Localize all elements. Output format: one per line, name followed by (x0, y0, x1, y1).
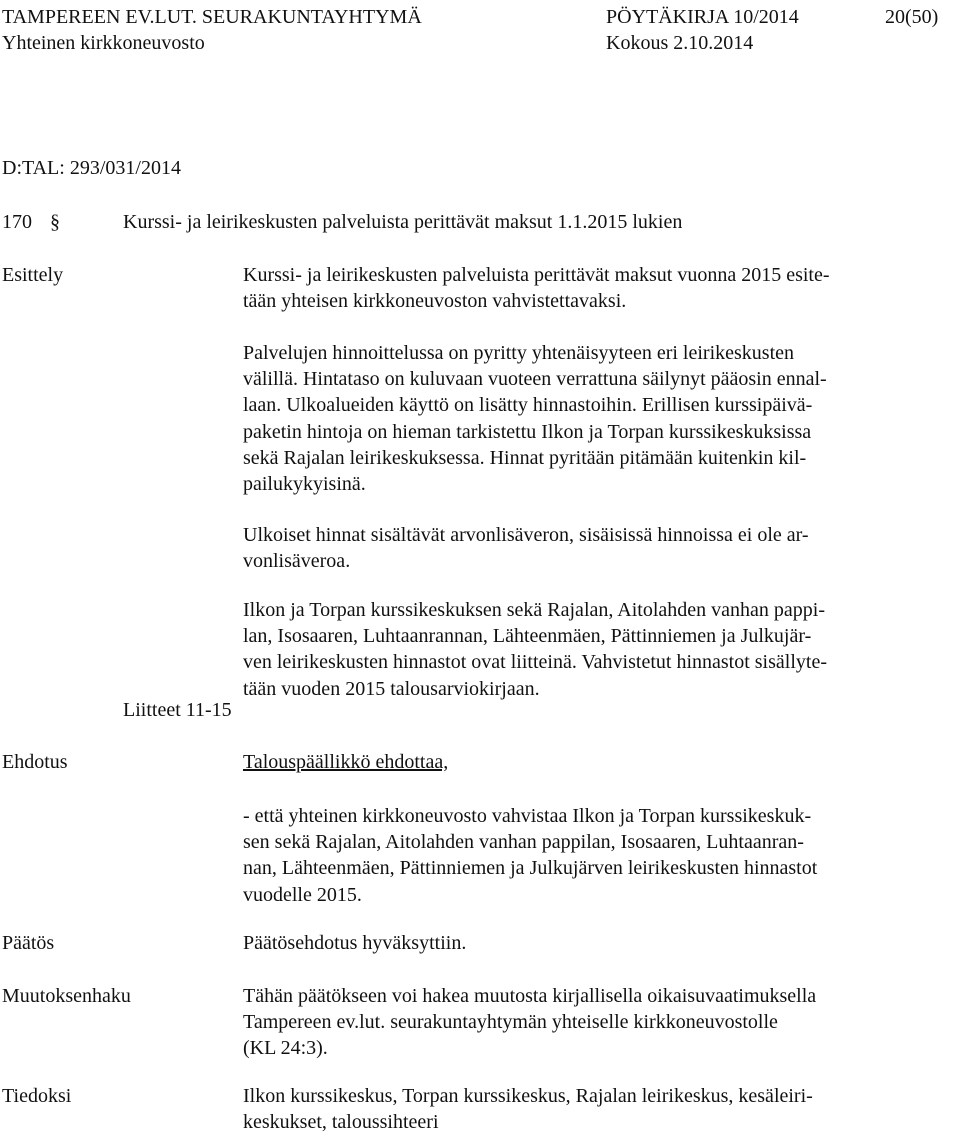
proposer-line: Talouspäällikkö ehdottaa, (243, 751, 449, 773)
attachments-label: Liitteet 11-15 (123, 699, 232, 721)
text-line: laan. Ulkoalueiden käyttö on lisätty hinnastoihin. Erillisen kurssipäivä- (243, 394, 813, 417)
text-line: Ulkoiset hinnat sisältävät arvonlisäveron, sisäisissä hinnoissa ei ole ar- (243, 524, 809, 546)
text-line: nan, Lähteenmäen, Pättinniemen ja Julkujärven leirikeskusten hinnastot (243, 857, 818, 880)
text-line: sen sekä Rajalan, Aitolahden vanhan pappilan, Isosaaren, Luhtaanran- (243, 831, 804, 854)
text-line: vonlisäveroa. (243, 550, 351, 573)
item-title: Kurssi- ja leirikeskusten palveluista perittävät maksut 1.1.2015 lukien (123, 211, 683, 233)
text-line: välillä. Hintataso on kuluvaan vuoteen verrattuna säilynyt pääosin ennal- (243, 368, 827, 391)
ehdotus-label: Ehdotus (2, 751, 68, 773)
esittely-label: Esittely (2, 264, 64, 286)
text-line: tään vuoden 2015 talousarviokirjaan. (243, 677, 540, 700)
text-line: Ilkon kurssikeskus, Torpan kurssikeskus, Rajalan leirikeskus, kesäleiri- (243, 1085, 813, 1107)
text-line: (KL 24:3). (243, 1037, 328, 1060)
page-number: 20(50) (885, 6, 939, 28)
text-line: Tampereen ev.lut. seurakuntayhtymän yhteiselle kirkkoneuvostolle (243, 1011, 778, 1034)
text-line: pailukykyisinä. (243, 473, 366, 496)
text-line: - että yhteinen kirkkoneuvosto vahvistaa Ilkon ja Torpan kurssikeskuk- (243, 805, 812, 827)
meeting-date: Kokous 2.10.2014 (606, 32, 754, 54)
tiedoksi-text (243, 1083, 813, 1135)
esittely-paragraph-4 (243, 597, 827, 702)
text-line: ven leirikeskusten hinnastot ovat liitteinä. Vahvistetut hinnastot sisällyte- (243, 651, 827, 674)
esittely-paragraph-3 (243, 522, 809, 574)
text-line: Palvelujen hinnoittelussa on pyritty yhtenäisyyteen eri leirikeskusten (243, 342, 794, 364)
text-line: Ilkon ja Torpan kurssikeskuksen sekä Rajalan, Aitolahden vanhan pappi- (243, 599, 825, 621)
text-line: paketin hintoja on hieman tarkistettu Ilkon ja Torpan kurssikeskuksissa (243, 420, 812, 443)
dtal-reference: D:TAL: 293/031/2014 (2, 157, 181, 179)
text-line: tään yhteisen kirkkoneuvoston vahvistettavaksi. (243, 290, 627, 313)
ehdotus-text (243, 803, 817, 908)
body-name: Yhteinen kirkkoneuvosto (2, 32, 205, 54)
paatos-text: Päätösehdotus hyväksyttiin. (243, 932, 467, 954)
text-line: vuodelle 2015. (243, 883, 362, 906)
esittely-paragraph-1 (243, 262, 830, 314)
text-line: sekä Rajalan leirikeskuksessa. Hinnat pyritään pitämään kuitenkin kil- (243, 446, 807, 469)
tiedoksi-label: Tiedoksi (2, 1085, 72, 1107)
text-line: Tähän päätökseen voi hakea muutosta kirjallisella oikaisuvaatimuksella (243, 985, 817, 1007)
text-line: keskukset, taloussihteeri (243, 1111, 439, 1134)
text-line: lan, Isosaaren, Luhtaanrannan, Lähteenmäen, Pättinniemen ja Julkujär- (243, 625, 812, 648)
text-line: Kurssi- ja leirikeskusten palveluista perittävät maksut vuonna 2015 esite- (243, 264, 830, 286)
item-number: 170 (2, 211, 32, 233)
esittely-paragraph-2 (243, 340, 827, 497)
org-name: TAMPEREEN EV.LUT. SEURAKUNTAYHTYMÄ (2, 6, 422, 28)
muutoksenhaku-label: Muutoksenhaku (2, 985, 131, 1007)
section-sign: § (50, 211, 60, 233)
muutoksenhaku-text (243, 983, 816, 1062)
paatos-label: Päätös (2, 932, 55, 954)
document-type: PÖYTÄKIRJA 10/2014 (606, 6, 799, 28)
